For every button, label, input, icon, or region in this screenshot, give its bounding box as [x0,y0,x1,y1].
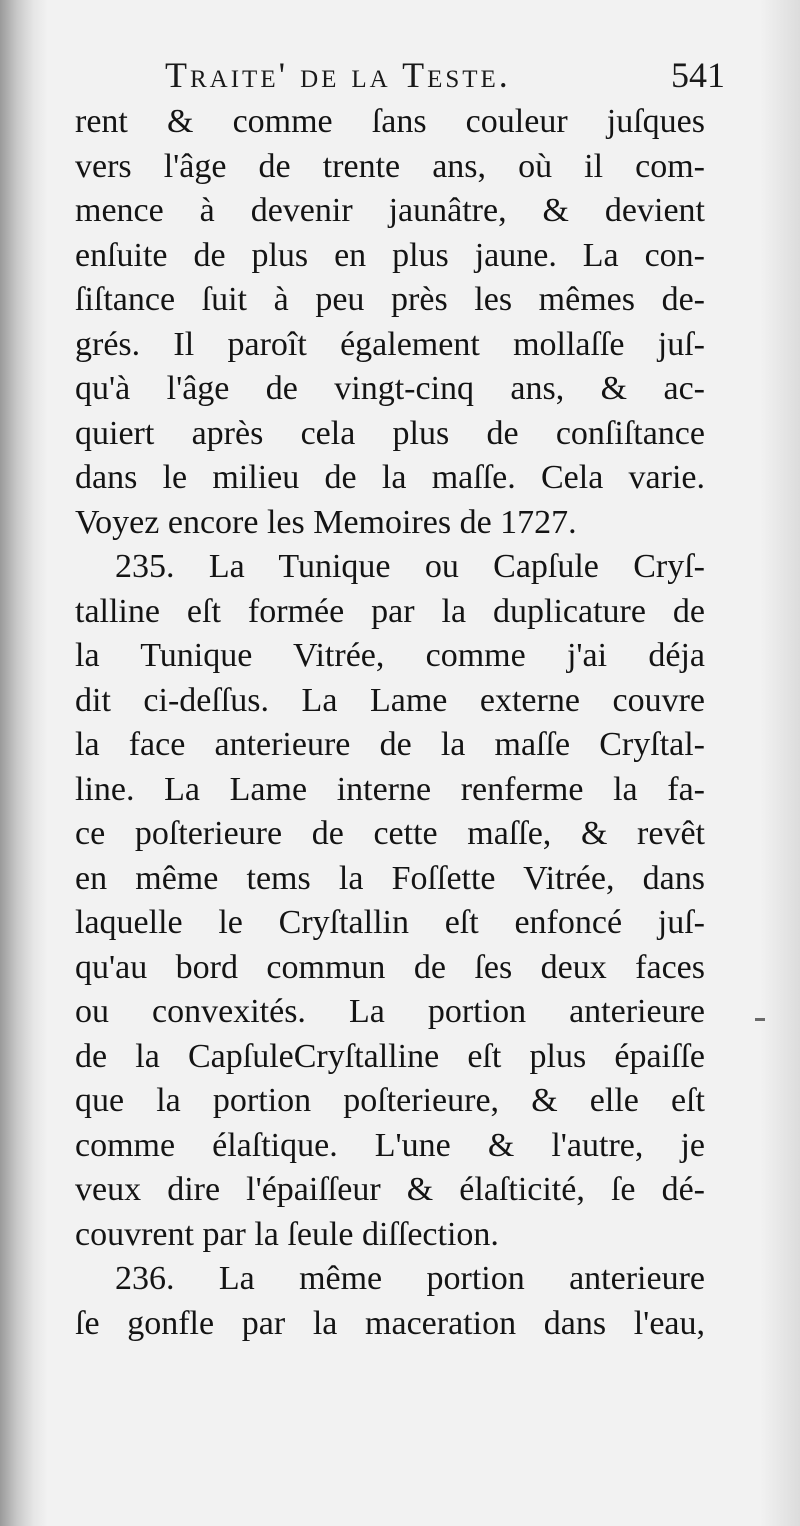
text-line: ſe gonfle par la maceration dans l'eau, [75,1304,705,1342]
paragraph-start-236: 236. La même portion anterieure [115,1260,705,1297]
text-line: laquelle le Cryſtallin eſt enfoncé juſ- [75,904,705,941]
text-line: comme élaſtique. L'une & l'autre, je [75,1126,705,1164]
binding-shadow [0,0,48,1526]
text-line: qu'au bord commun de ſes deux faces [75,948,705,986]
text-line: mence à devenir jaunâtre, & devient [75,192,705,229]
text-line: dit ci-deſſus. La Lame externe couvre [75,681,705,719]
text-line: quiert après cela plus de conſiſtance [75,414,705,452]
text-line: en même tems la Foſſette Vitrée, dans [75,859,705,897]
text-line: talline eſt formée par la duplicature de [75,592,705,630]
page-number: 541 [671,55,725,95]
text-line: Voyez encore les Memoires de 1727. [75,503,577,541]
text-line: de la CapſuleCryſtalline eſt plus épaiſſe [75,1037,705,1075]
text-line: la face anterieure de la maſſe Cryſtal- [75,726,705,763]
text-line: grés. Il paroît également mollaſſe juſ- [75,325,705,363]
page-edge-shading [760,0,800,1526]
running-title: Traite' de la Teste. [165,55,511,95]
text-line: ſiſtance ſuit à peu près les mêmes de- [75,281,705,318]
text-line: couvrent par la ſeule diſſection. [75,1215,499,1253]
page-header [165,50,725,100]
text-line: veux dire l'épaiſſeur & élaſticité, ſe dé- [75,1171,705,1208]
text-line: qu'à l'âge de vingt-cinq ans, & ac- [75,370,705,407]
text-line: line. La Lame interne renferme la fa- [75,770,705,808]
body-text [75,100,705,1346]
text-line: ou convexités. La portion anterieure [75,993,705,1030]
text-line: vers l'âge de trente ans, où il com- [75,147,705,185]
margin-mark [755,1018,765,1021]
text-line: ce poſterieure de cette maſſe, & revêt [75,815,705,852]
text-line: dans le milieu de la maſſe. Cela varie. [75,459,705,496]
text-line: rent & comme ſans couleur juſques [75,103,705,140]
text-line: enſuite de plus en plus jaune. La con- [75,236,705,274]
text-line: que la portion poſterieure, & elle eſt [75,1082,705,1119]
paragraph-start-235: 235. La Tunique ou Capſule Cryſ- [115,548,705,585]
text-line: la Tunique Vitrée, comme j'ai déja [75,637,705,674]
